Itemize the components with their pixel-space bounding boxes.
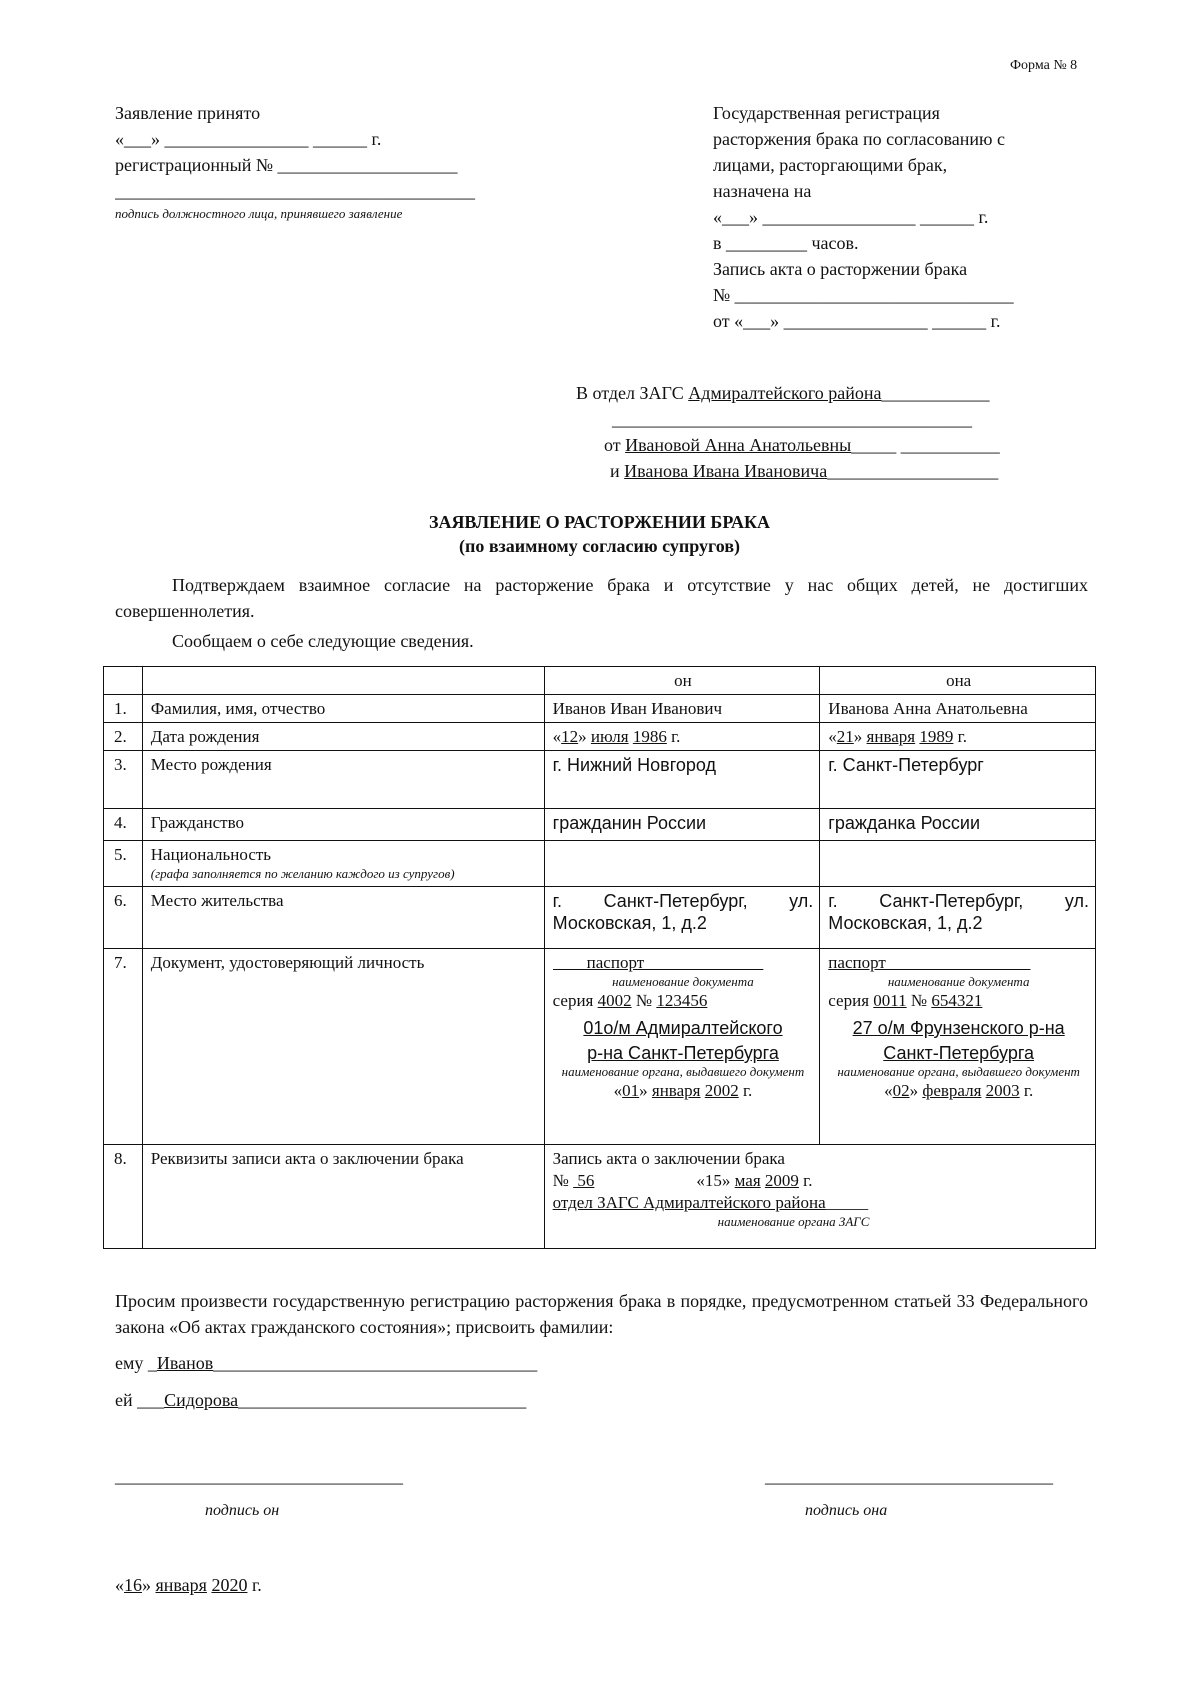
header-he: он [544, 667, 820, 695]
he-nationality [544, 841, 820, 887]
nationality-note: (графа заполняется по желанию каждого из супругов) [150, 866, 455, 881]
accepted-sign-line: ________________________________________ [115, 181, 475, 201]
she-full-name: Иванова Анна Анатольевна [820, 695, 1096, 723]
marriage-record-number: 56 [573, 1171, 595, 1190]
accepted-date-line: «___» ________________ ______ г. [115, 129, 382, 149]
surname-him-value: Иванов [156, 1353, 214, 1373]
document-title: ЗАЯВЛЕНИЕ О РАСТОРЖЕНИИ БРАКА [428, 512, 771, 532]
marriage-record: Запись акта о заключении брака № 56 «15» мая 2009 г. отдел ЗАГС Адмиралтейского района_____ наименование органа ЗАГС [544, 1145, 1095, 1249]
accepted-block [115, 100, 555, 222]
row-label: Документ, удостоверяющий личность [142, 949, 544, 1145]
she-birth-place: г. Санкт-Петербург [820, 751, 1096, 809]
row-number: 7. [104, 949, 143, 1145]
surname-him: ему _Иванов____________________________________ [115, 1353, 538, 1373]
she-citizenship: гражданка России [820, 809, 1096, 841]
addressee-from: от Ивановой Анна Анатольевны_____ ___________ [604, 435, 1000, 455]
addressee-to: В отдел ЗАГС Адмиралтейского района____________ [576, 383, 990, 403]
table-row [104, 695, 1096, 723]
signature-line-she: ________________________________ [765, 1466, 1053, 1486]
row-number: 4. [104, 809, 143, 841]
registration-line2: расторжения брака по согласованию с [713, 129, 1005, 149]
info-table [103, 666, 1096, 1249]
request-paragraph: Просим произвести государственную регистрацию расторжения брака в порядке, предусмотренном статьей 33 Федерального закона «Об актах гражданского состояния»; присвоить фамилии: [115, 1291, 1088, 1337]
he-full-name: Иванов Иван Иванович [544, 695, 820, 723]
addressee-and: и Иванова Ивана Ивановича___________________ [610, 461, 999, 481]
marriage-office-note: наименование органа ЗАГС [717, 1214, 870, 1229]
signature-line-he: ________________________________ [115, 1466, 403, 1486]
she-id-document: паспорт_________________ наименование документа серия 0011 № 654321 27 о/м Фрунзенского р-на Санкт-Петербурга наименование органа, выдавшего документ «02» февраля 2003 г. [820, 949, 1096, 1145]
row-number: 3. [104, 751, 143, 809]
registration-line1: Государственная регистрация [713, 103, 940, 123]
form-number: Форма № 8 [1010, 58, 1078, 73]
he-citizenship: гражданин России [544, 809, 820, 841]
table-row [104, 841, 1096, 887]
addressee-block [576, 380, 1096, 484]
table-row [104, 949, 1096, 1145]
row-label: Дата рождения [142, 723, 544, 751]
table-row [104, 1145, 1096, 1249]
signature-note-she: подпись она [805, 1502, 888, 1519]
row-number: 6. [104, 887, 143, 949]
table-row [104, 751, 1096, 809]
she-birth-date: «21» января 1989 г. [820, 723, 1096, 751]
row-number: 2. [104, 723, 143, 751]
registration-line6: в _________ часов. [713, 233, 859, 253]
table-row [104, 809, 1096, 841]
she-nationality [820, 841, 1096, 887]
table-row [104, 887, 1096, 949]
addressee-office: Адмиралтейского района [688, 383, 882, 403]
row-label: Гражданство [142, 809, 544, 841]
accepted-sign-note: подпись должностного лица, принявшего заявление [115, 206, 403, 221]
accepted-title: Заявление принято [115, 103, 261, 123]
registration-line5: «___» _________________ ______ г. [713, 207, 989, 227]
applicant-husband: Иванова Ивана Ивановича [624, 461, 828, 481]
row-label: Реквизиты записи акта о заключении брака [142, 1145, 544, 1249]
registration-block [713, 100, 1113, 334]
he-birth-place: г. Нижний Новгород [544, 751, 820, 809]
surname-her: ей ___Сидорова________________________________ [115, 1390, 527, 1410]
table-header-row [104, 667, 1096, 695]
accepted-reg-line: регистрационный № ____________________ [115, 155, 458, 175]
registration-line8: № _______________________________ [713, 285, 1014, 305]
she-residence: г. Санкт-Петербург, ул. Московская, 1, д.2 [820, 887, 1096, 949]
registration-line3: лицами, расторгающими брак, [713, 155, 948, 175]
row-number: 1. [104, 695, 143, 723]
row-number: 8. [104, 1145, 143, 1249]
he-birth-date: «12» июля 1986 г. [544, 723, 820, 751]
applicant-wife: Ивановой Анна Анатольевны [625, 435, 852, 455]
addressee-blank-line: ________________________________________ [612, 409, 972, 429]
he-residence: г. Санкт-Петербург, ул. Московская, 1, д.2 [544, 887, 820, 949]
row-label: Фамилия, имя, отчество [142, 695, 544, 723]
row-label: Место жительства [142, 887, 544, 949]
he-id-document: ____паспорт______________ наименование документа серия 4002 № 123456 01о/м Адмиралтейского р-на Санкт-Петербурга наименование органа, выдавшего документ «01» января 2002 г. [544, 949, 820, 1145]
surname-her-value: Сидорова [164, 1390, 239, 1410]
header-she: она [820, 667, 1096, 695]
table-row [104, 723, 1096, 751]
row-label: Место рождения [142, 751, 544, 809]
intro-info-line: Сообщаем о себе следующие сведения. [172, 631, 474, 651]
marriage-office: отдел ЗАГС Адмиралтейского района [552, 1193, 826, 1212]
registration-line4: назначена на [713, 181, 812, 201]
signature-note-he: подпись он [205, 1502, 280, 1519]
application-date: «16» января 2020 г. [115, 1575, 262, 1595]
registration-line9: от «___» ________________ ______ г. [713, 311, 1001, 331]
registration-line7: Запись акта о расторжении брака [713, 259, 968, 279]
row-label: Национальность (графа заполняется по желанию каждого из супругов) [142, 841, 544, 887]
row-number: 5. [104, 841, 143, 887]
intro-paragraph: Подтверждаем взаимное согласие на расторжение брака и отсутствие у нас общих детей, не достигших совершеннолетия. [115, 575, 1088, 621]
document-subtitle: (по взаимному согласию супругов) [458, 536, 741, 556]
